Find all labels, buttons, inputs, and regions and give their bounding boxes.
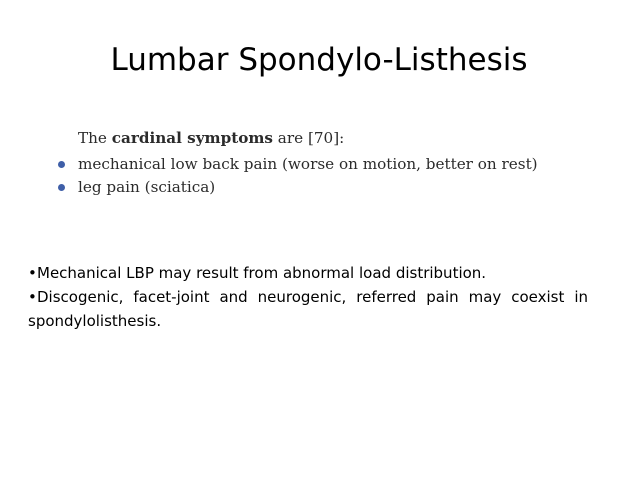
quote-list-item <box>78 176 538 199</box>
body-bullet <box>28 285 588 333</box>
quote-item-text: leg pain (sciatica) <box>78 178 216 196</box>
quote-list-item <box>78 153 538 176</box>
quote-intro-suffix: are [70]: <box>272 129 345 147</box>
bullet-dot-icon <box>58 184 65 191</box>
slide-body <box>28 261 588 333</box>
body-bullet-text: Discogenic, facet-joint and neurogenic, referred pain may coexist in spondylolisthesis. <box>28 288 588 330</box>
bullet-dot-icon <box>58 161 65 168</box>
quote-intro <box>78 126 538 150</box>
bullet-glyph: • <box>28 288 37 306</box>
slide-title: Lumbar Spondylo-Listhesis <box>110 42 528 78</box>
body-bullet-text: Mechanical LBP may result from abnormal load distribution. <box>37 264 487 282</box>
quote-intro-bold: cardinal symptoms <box>111 129 273 147</box>
quoted-excerpt <box>78 126 538 199</box>
quote-intro-prefix: The <box>78 129 112 147</box>
quote-item-text: mechanical low back pain (worse on motion, better on rest) <box>78 155 538 173</box>
quote-list <box>78 153 538 199</box>
body-bullet <box>28 261 588 285</box>
bullet-glyph: • <box>28 264 37 282</box>
